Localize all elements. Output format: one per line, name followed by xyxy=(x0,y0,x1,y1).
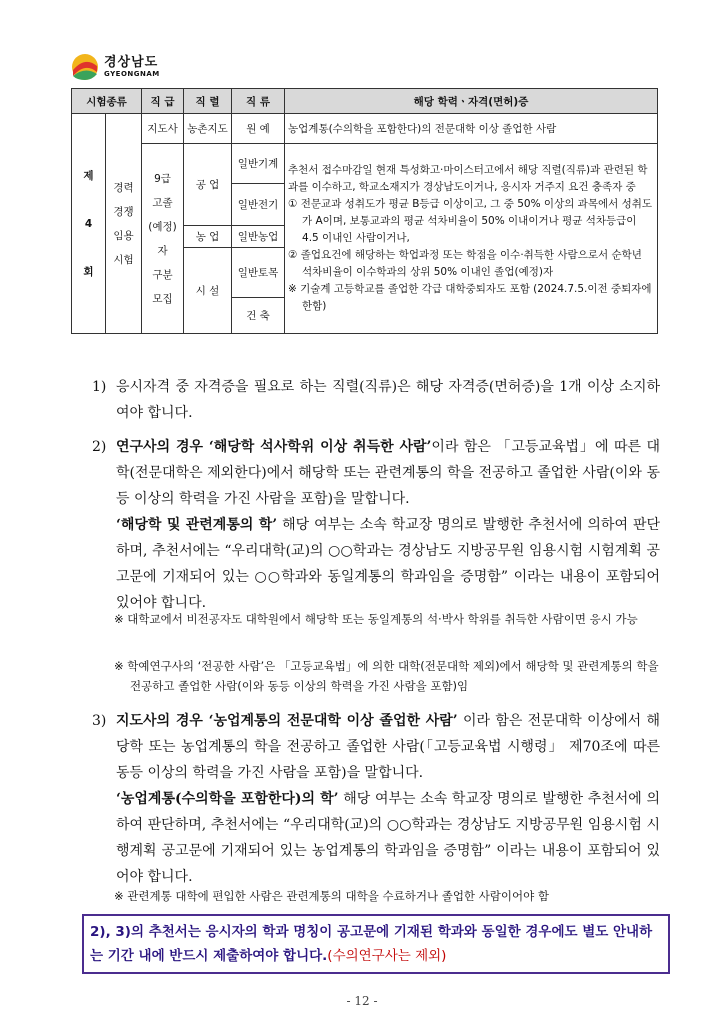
class-electric: 일반전기 xyxy=(232,184,285,226)
exam-round: 제 4 회 xyxy=(72,114,106,334)
gyeongnam-emblem-icon xyxy=(70,52,100,82)
th-qualification: 해당 학력ㆍ자격(면허)증 xyxy=(285,89,658,114)
class-agri: 일반농업 xyxy=(232,226,285,248)
logo-korean: 경상남도 xyxy=(104,55,159,70)
table-header-row xyxy=(72,89,658,114)
th-series: 직 렬 xyxy=(184,89,232,114)
table-row xyxy=(72,114,658,144)
qualification-table xyxy=(71,88,658,334)
note-3: ※ 관련계통 대학에 편입한 사람은 관련계통의 대학을 수료하거나 졸업한 사람이어야 함 xyxy=(114,889,550,903)
rank-9th: 9급 고졸 (예정) 자 구분 모집 xyxy=(142,144,184,334)
exam-type: 경력 경쟁 임용 시험 xyxy=(106,114,142,334)
item-2: 2) 연구사의 경우 ‘해당학 석사학위 이상 취득한 사람’이라 함은 「고등교육법」에 따른 대학(전문대학은 제외한다)에서 해당학 또는 관련계통의 학을 전공하고 졸업한 사람(이와 동등 이상의 학력을 가진 사람을 포함)을 말합니다. ‘해당학 및 관련계통의 학’ 해당 여부는 소속 학교장 명의로 발행한 추천서에 의하여 판단하며, 추천서에는 “우리대학(교)의 ○○학과는 경상남도 지방공무원 임용시험 시험계획 공고문에 기재되어 있는 ○○학과와 동일계통의 학과임을 증명함” 이라는 내용이 포함되어 있어야 합니다. xyxy=(92,439,660,611)
page-number: - 12 - xyxy=(346,994,378,1008)
qual-row2: 추천서 접수마감일 현재 특성화고·마이스터고에서 해당 직렬(직류)과 관련된 학과를 이수하고, 학교소재지가 경상남도이거나, 응시자 거주지 요건 충족자 중 ① 전문교과 성취도가 평균 B등급 이상이고, 그 중 50% 이상의 과목에서 성취도가 A이며, 보통교과의 평균 석차비율이 50% 이내이거나 평균 석차등급이 4.5 이내인 사람이거나, ② 졸업요건에 해당하는 학업과정 또는 학점을 이수·취득한 사람으로서 순학년 석차비율이 이수학과의 상위 50% 이내인 졸업(예정)자 ※ 기술계 고등학교를 졸업한 각급 대학중퇴자도 포함 (2024.7.5.이전 중퇴자에 한함) xyxy=(285,144,658,334)
gyeongnam-logo xyxy=(70,52,160,82)
series-siseol: 시 설 xyxy=(184,248,232,334)
item-3: 3) 지도사의 경우 ‘농업계통의 전문대학 이상 졸업한 사람’ 이라 함은 전문대학 이상에서 해당학 또는 농업계통의 학을 전공하고 졸업한 사람(「고등교육법 시행령」 제70조에 따른 동등 이상의 학력을 가진 사람을 포함)을 말합니다. ‘농업계통(수의학을 포함한다)의 학’ 해당 여부는 소속 학교장 명의로 발행한 추천서에 의하여 판단하며, 추천서에는 “우리대학(교)의 ○○학과는 경상남도 지방공무원 임용시험 시행계획 공고문에 기재되어 있는 농업계통의 학과임을 증명함” 이라는 내용이 포함되어 있어야 합니다. xyxy=(92,713,660,885)
class-arch: 건 축 xyxy=(232,298,285,334)
table-row xyxy=(72,144,658,184)
rank-jidosa: 지도사 xyxy=(142,114,184,144)
notice-box: 2), 3)의 추천서는 응시자의 학과 명칭이 공고문에 기재된 학과와 동일한 경우에도 별도 안내하는 기간 내에 반드시 제출하여야 합니다.(수의연구사는 제외) xyxy=(82,914,670,974)
item-1: 1) 응시자격 중 자격증을 필요로 하는 직렬(직류)은 해당 자격증(면허증)을 1개 이상 소지하여야 합니다. xyxy=(92,379,660,421)
class-wonye: 원 예 xyxy=(232,114,285,144)
note-2: ※ 학예연구사의 ‘전공한 사람’은 「고등교육법」에 의한 대학(전문대학 제외)에서 해당학 및 관련계통의 학을 전공하고 졸업한 사람(이와 동등 이상의 학력을 가진 사람을 포함)임 xyxy=(114,659,659,693)
series-nongchon: 농촌지도 xyxy=(184,114,232,144)
logo-english: GYEONGNAM xyxy=(104,70,160,78)
note-1: ※ 대학교에서 비전공자도 대학원에서 해당학 또는 동일계통의 석·박사 학위를 취득한 사람이면 응시 가능 xyxy=(114,612,638,626)
class-civil: 일반토목 xyxy=(232,248,285,298)
th-class: 직 류 xyxy=(232,89,285,114)
series-nongeop: 농 업 xyxy=(184,226,232,248)
class-machine: 일반기계 xyxy=(232,144,285,184)
qual-row1: 농업계통(수의학을 포함한다)의 전문대학 이상 졸업한 사람 xyxy=(285,114,658,144)
series-gongeop: 공 업 xyxy=(184,144,232,226)
th-exam-type: 시험종류 xyxy=(72,89,142,114)
th-rank: 직 급 xyxy=(142,89,184,114)
